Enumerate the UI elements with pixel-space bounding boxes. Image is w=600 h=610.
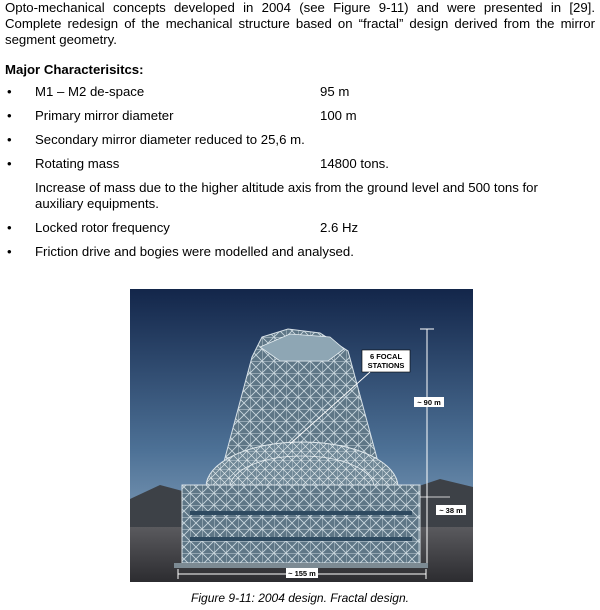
list-item: [0, 84, 600, 108]
characteristic-value: 95 m: [320, 84, 350, 99]
list-item: [0, 244, 600, 268]
figure-caption: Figure 9-11: 2004 design. Fractal design.: [191, 591, 409, 605]
list-item: [0, 220, 600, 244]
mass-note: Increase of mass due to the higher altitude axis from the ground level and 500 tons for auxiliary equipments.: [35, 180, 538, 211]
characteristics-heading: Major Characterisitcs:: [5, 62, 144, 77]
characteristic-label: Locked rotor frequency: [35, 220, 170, 235]
dimension-base-label: ~ 38 m: [439, 506, 463, 515]
characteristic-label: Primary mirror diameter: [35, 108, 174, 123]
list-item: [0, 132, 600, 156]
callout-focal-line1: 6 FOCAL: [369, 352, 403, 361]
bullet-icon: •: [7, 156, 12, 171]
characteristic-value: 14800 tons.: [320, 156, 389, 171]
characteristic-label: Rotating mass: [35, 156, 120, 171]
list-item: [0, 156, 600, 180]
list-item: [0, 108, 600, 132]
characteristic-value: 2.6 Hz: [320, 220, 359, 235]
list-item-note: [0, 180, 600, 220]
bullet-icon: •: [7, 132, 12, 147]
dimension-width-label: ~ 155 m: [288, 569, 316, 578]
characteristic-label: Secondary mirror diameter reduced to 25,6 m.: [35, 132, 305, 147]
dimension-height-label: ~ 90 m: [417, 398, 441, 407]
callout-focal-line2: STATIONS: [367, 361, 405, 370]
bullet-icon: •: [7, 220, 12, 235]
intro-paragraph: Opto-mechanical concepts developed in 2004 (see Figure 9-11) and were presented in [29]. Complete redesign of the mechanical structure based on “fractal” design derived from the mirror segment geometry.: [5, 0, 595, 47]
characteristic-label: Friction drive and bogies were modelled and analysed.: [35, 244, 354, 259]
bullet-icon: •: [7, 108, 12, 123]
bullet-icon: •: [7, 84, 12, 99]
characteristics-list: [0, 84, 600, 268]
characteristic-label: M1 – M2 de-space: [35, 84, 145, 99]
bullet-icon: •: [7, 244, 12, 259]
characteristic-value: 100 m: [320, 108, 357, 123]
telescope-rendering: [130, 289, 473, 582]
